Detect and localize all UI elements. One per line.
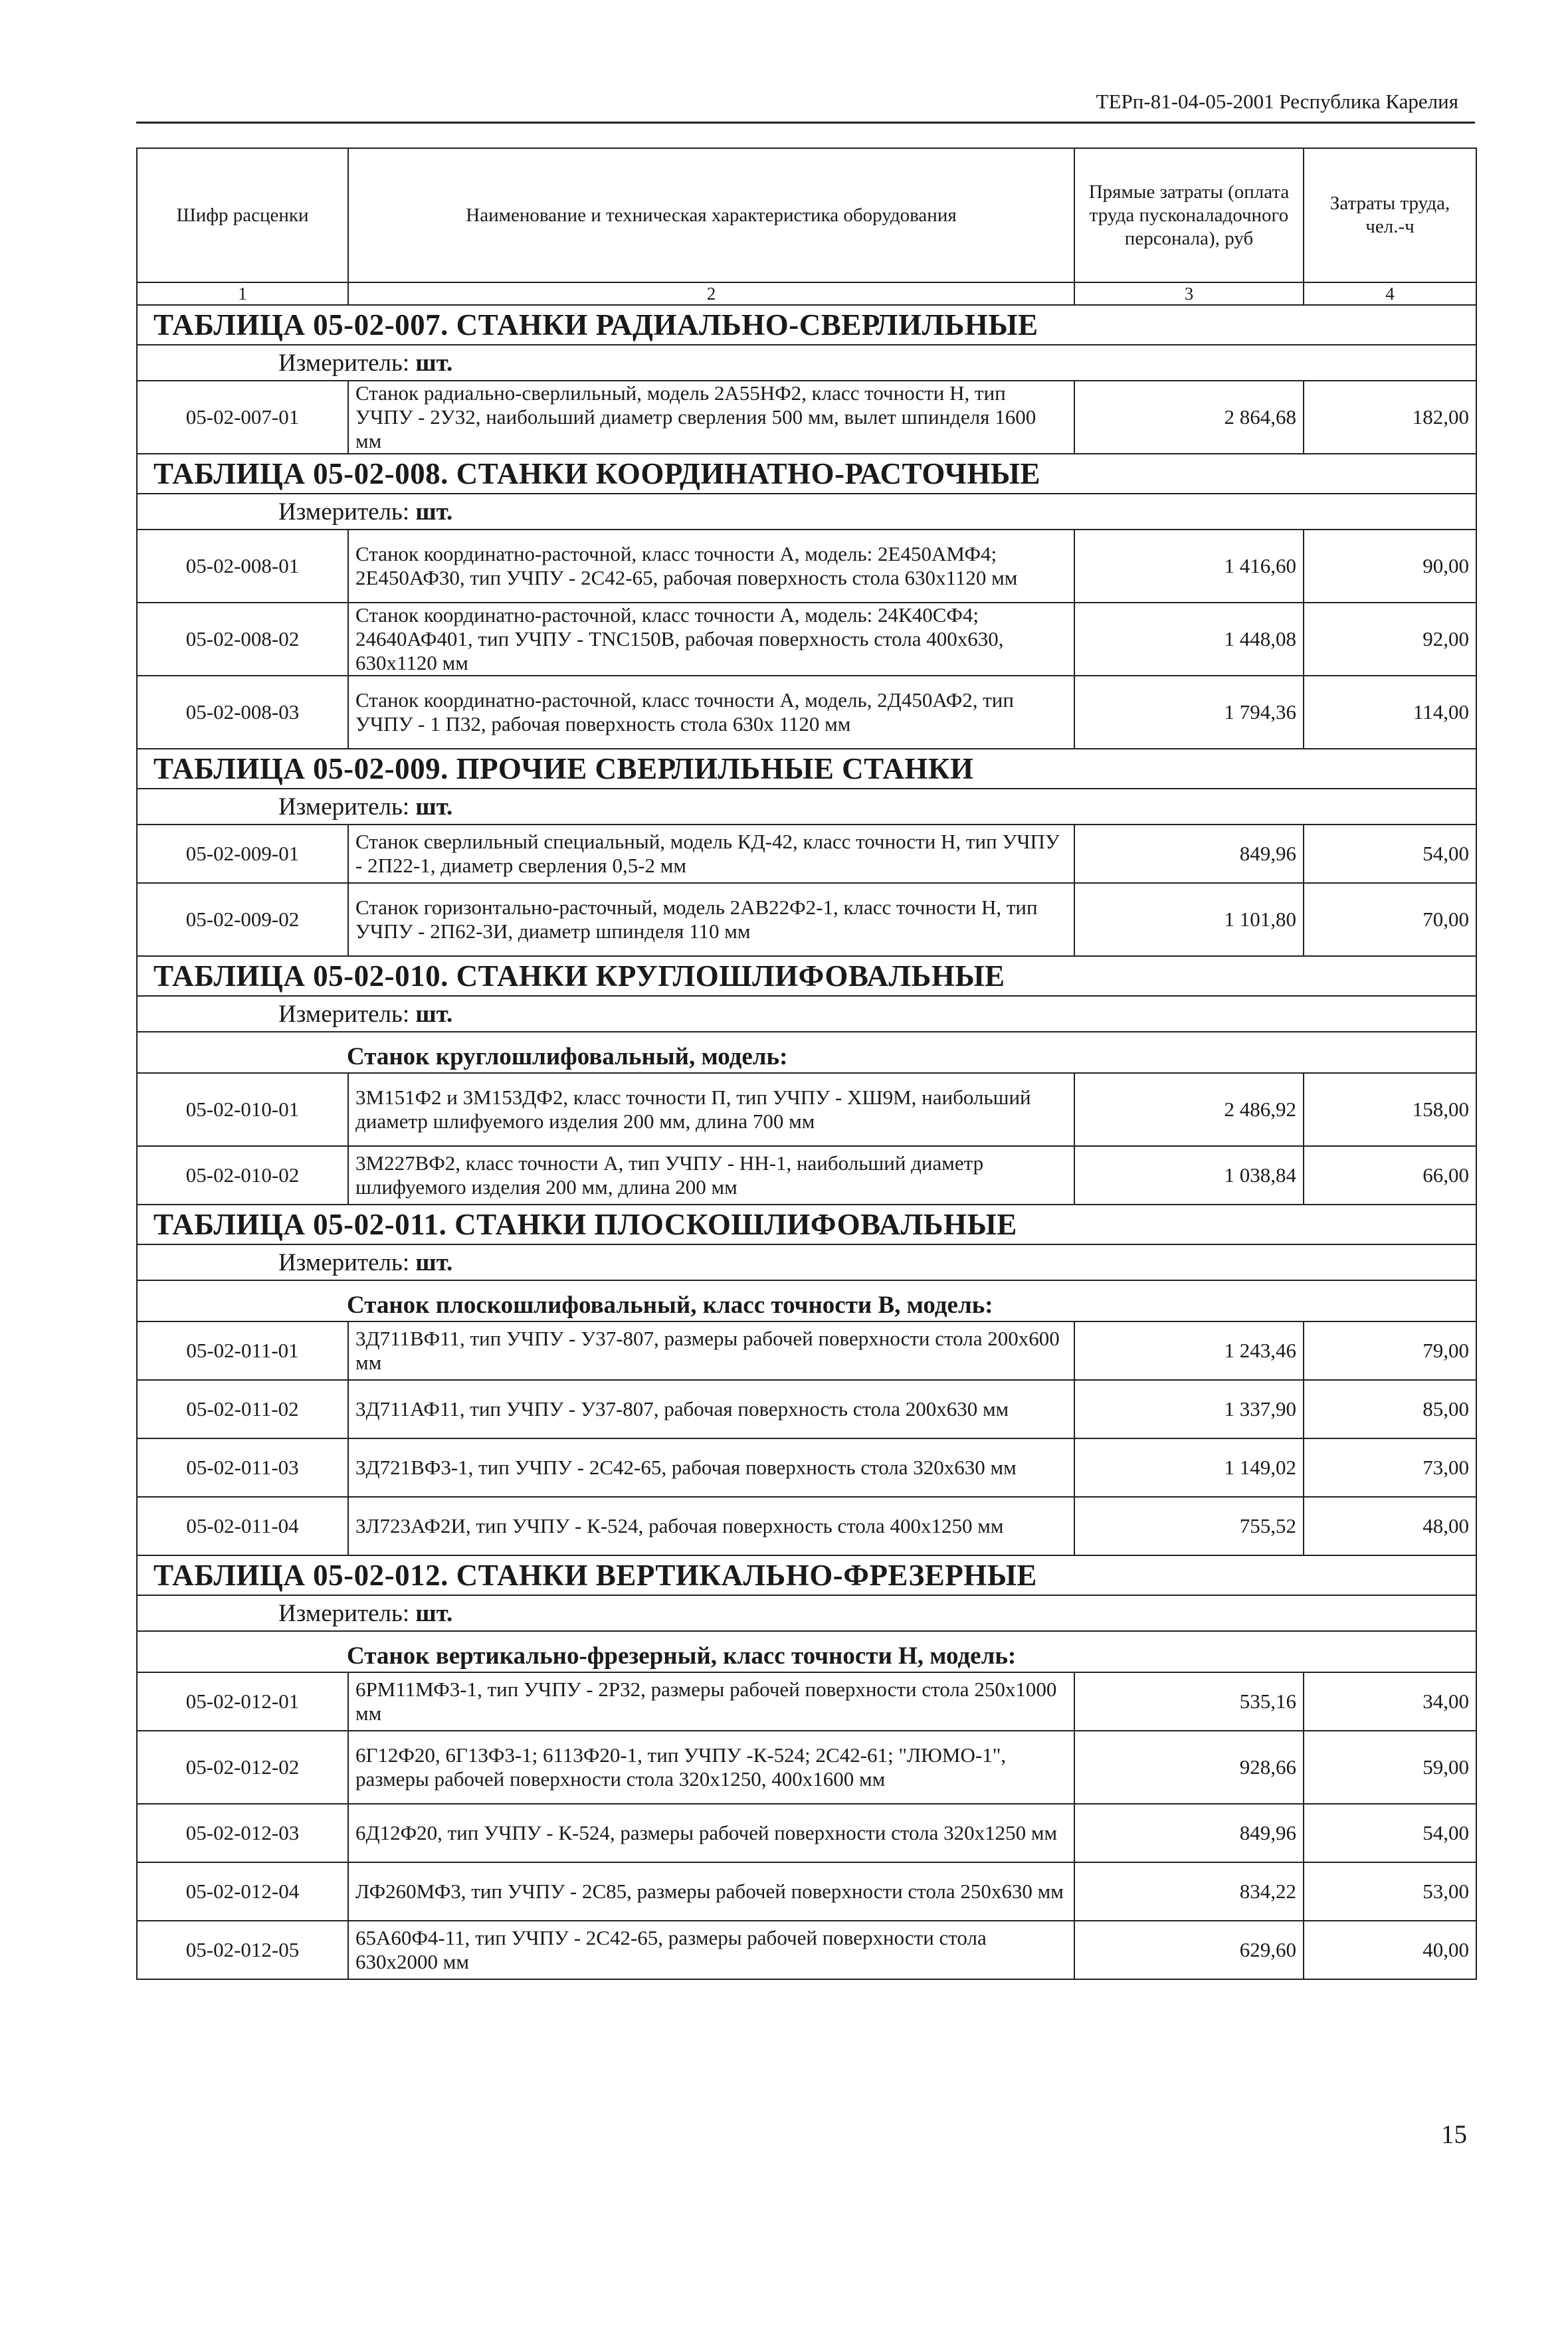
model-subheader: Станок круглошлифовальный, модель: <box>137 1032 1476 1073</box>
column-header-labor: Затраты труда, чел.-ч <box>1304 148 1476 282</box>
model-subheader-row <box>137 1032 1476 1073</box>
column-header-cost: Прямые затраты (оплата труда пусконаладочного персонала), руб <box>1074 148 1304 282</box>
equipment-description: 6РМ11МФ3-1, тип УЧПУ - 2Р32, размеры рабочей поверхности стола 250х1000 мм <box>348 1672 1074 1731</box>
column-number-row <box>137 282 1476 305</box>
measure-row <box>137 1595 1476 1631</box>
measure-unit: шт. <box>415 1248 453 1276</box>
measure-label: Измеритель: <box>278 1248 410 1276</box>
measure-cell <box>137 1244 1476 1280</box>
table-row <box>137 1321 1476 1380</box>
equipment-description: 3Д721ВФ3-1, тип УЧПУ - 2С42-65, рабочая поверхность стола 320х630 мм <box>348 1438 1074 1497</box>
labor-cost: 48,00 <box>1304 1497 1476 1555</box>
labor-cost: 79,00 <box>1304 1321 1476 1380</box>
table-title: ТАБЛИЦА 05-02-007. СТАНКИ РАДИАЛЬНО-СВЕРЛИЛЬНЫЕ <box>137 305 1476 345</box>
table-row <box>137 1497 1476 1555</box>
equipment-description: Станок координатно-расточной, класс точности А, модель: 24К40СФ4; 24640АФ401, тип УЧПУ - TNC150B, рабочая поверхность стола 400х630, 630х1120 мм <box>348 603 1074 676</box>
equipment-description: 3М151Ф2 и 3М153ДФ2, класс точности П, тип УЧПУ - ХШ9М, наибольший диаметр шлифуемого изделия 200 мм, длина 700 мм <box>348 1073 1074 1146</box>
labor-cost: 34,00 <box>1304 1672 1476 1731</box>
measure-row <box>137 789 1476 825</box>
direct-cost: 629,60 <box>1074 1921 1304 1979</box>
measure-unit: шт. <box>415 793 453 821</box>
direct-cost: 1 149,02 <box>1074 1438 1304 1497</box>
measure-label: Измеритель: <box>278 349 410 377</box>
table-row <box>137 530 1476 603</box>
equipment-description: 3Д711АФ11, тип УЧПУ - У37-807, рабочая поверхность стола 200х630 мм <box>348 1380 1074 1438</box>
rate-code: 05-02-011-02 <box>137 1380 348 1438</box>
rate-code: 05-02-012-03 <box>137 1804 348 1862</box>
table-title-row <box>137 1205 1476 1244</box>
model-subheader: Станок вертикально-фрезерный, класс точности Н, модель: <box>137 1631 1476 1672</box>
table-row <box>137 1804 1476 1862</box>
model-subheader-row <box>137 1631 1476 1672</box>
labor-cost: 90,00 <box>1304 530 1476 603</box>
table-row <box>137 1438 1476 1497</box>
direct-cost: 535,16 <box>1074 1672 1304 1731</box>
table-row <box>137 1921 1476 1979</box>
measure-cell <box>137 1595 1476 1631</box>
rate-code: 05-02-011-03 <box>137 1438 348 1497</box>
direct-cost: 849,96 <box>1074 1804 1304 1862</box>
measure-label: Измеритель: <box>278 1000 410 1028</box>
measure-cell <box>137 494 1476 530</box>
direct-cost: 1 101,80 <box>1074 883 1304 956</box>
table-row <box>137 381 1476 454</box>
equipment-description: 3М227ВФ2, класс точности А, тип УЧПУ - НН-1, наибольший диаметр шлифуемого изделия 200 мм, длина 200 мм <box>348 1146 1074 1205</box>
measure-cell <box>137 345 1476 381</box>
table-title: ТАБЛИЦА 05-02-009. ПРОЧИЕ СВЕРЛИЛЬНЫЕ СТАНКИ <box>137 749 1476 789</box>
table-row <box>137 1672 1476 1731</box>
column-number: 2 <box>348 282 1074 305</box>
labor-cost: 114,00 <box>1304 676 1476 749</box>
labor-cost: 66,00 <box>1304 1146 1476 1205</box>
rate-code: 05-02-009-01 <box>137 825 348 883</box>
direct-cost: 2 486,92 <box>1074 1073 1304 1146</box>
equipment-description: 6Г12Ф20, 6Г13Ф3-1; 6113Ф20-1, тип УЧПУ -К-524; 2С42-61; "ЛЮМО-1", размеры рабочей поверхности стола 320х1250, 400х1600 мм <box>348 1731 1074 1804</box>
page-number: 15 <box>1441 2120 1467 2149</box>
table-row <box>137 1073 1476 1146</box>
document-header: ТЕРп-81-04-05-2001 Республика Карелия <box>1096 90 1458 113</box>
direct-cost: 1 038,84 <box>1074 1146 1304 1205</box>
labor-cost: 54,00 <box>1304 825 1476 883</box>
equipment-description: Станок горизонтально-расточный, модель 2АВ22Ф2-1, класс точности Н, тип УЧПУ - 2П62-3И, диаметр шпинделя 110 мм <box>348 883 1074 956</box>
rate-code: 05-02-008-01 <box>137 530 348 603</box>
direct-cost: 928,66 <box>1074 1731 1304 1804</box>
labor-cost: 92,00 <box>1304 603 1476 676</box>
direct-cost: 1 448,08 <box>1074 603 1304 676</box>
rate-code: 05-02-010-02 <box>137 1146 348 1205</box>
labor-cost: 85,00 <box>1304 1380 1476 1438</box>
model-subheader-row <box>137 1280 1476 1321</box>
direct-cost: 1 337,90 <box>1074 1380 1304 1438</box>
labor-cost: 70,00 <box>1304 883 1476 956</box>
equipment-description: Станок координатно-расточной, класс точности А, модель: 2Е450АМФ4; 2Е450АФ30, тип УЧПУ - 2С42-65, рабочая поверхность стола 630х1120 мм <box>348 530 1074 603</box>
model-subheader: Станок плоскошлифовальный, класс точности В, модель: <box>137 1280 1476 1321</box>
rate-code: 05-02-012-05 <box>137 1921 348 1979</box>
table-row <box>137 1731 1476 1804</box>
rate-code: 05-02-009-02 <box>137 883 348 956</box>
equipment-description: 3Л723АФ2И, тип УЧПУ - К-524, рабочая поверхность стола 400х1250 мм <box>348 1497 1074 1555</box>
column-header-code: Шифр расценки <box>137 148 348 282</box>
measure-cell <box>137 789 1476 825</box>
measure-cell <box>137 996 1476 1032</box>
rate-code: 05-02-008-03 <box>137 676 348 749</box>
table-row <box>137 883 1476 956</box>
equipment-description: 6Д12Ф20, тип УЧПУ - К-524, размеры рабочей поверхности стола 320х1250 мм <box>348 1804 1074 1862</box>
table-title-row <box>137 305 1476 345</box>
measure-row <box>137 494 1476 530</box>
header-divider <box>136 122 1475 124</box>
direct-cost: 834,22 <box>1074 1862 1304 1921</box>
direct-cost: 1 243,46 <box>1074 1321 1304 1380</box>
column-header-name: Наименование и техническая характеристика оборудования <box>348 148 1074 282</box>
table-row <box>137 1146 1476 1205</box>
measure-unit: шт. <box>415 498 453 526</box>
measure-row <box>137 345 1476 381</box>
rates-table <box>136 147 1477 1980</box>
table-title: ТАБЛИЦА 05-02-008. СТАНКИ КООРДИНАТНО-РАСТОЧНЫЕ <box>137 454 1476 494</box>
rate-code: 05-02-012-02 <box>137 1731 348 1804</box>
rates-body <box>137 305 1476 1979</box>
table-title: ТАБЛИЦА 05-02-010. СТАНКИ КРУГЛОШЛИФОВАЛЬНЫЕ <box>137 956 1476 996</box>
measure-label: Измеритель: <box>278 498 410 526</box>
rate-code: 05-02-012-04 <box>137 1862 348 1921</box>
table-row <box>137 603 1476 676</box>
labor-cost: 53,00 <box>1304 1862 1476 1921</box>
equipment-description: 65А60Ф4-11, тип УЧПУ - 2С42-65, размеры рабочей поверхности стола 630х2000 мм <box>348 1921 1074 1979</box>
equipment-description: Станок сверлильный специальный, модель КД-42, класс точности Н, тип УЧПУ - 2П22-1, диаметр сверления 0,5-2 мм <box>348 825 1074 883</box>
measure-label: Измеритель: <box>278 793 410 821</box>
table-row <box>137 825 1476 883</box>
equipment-description: Станок радиально-сверлильный, модель 2А55НФ2, класс точности Н, тип УЧПУ - 2У32, наибольший диаметр сверления 500 мм, вылет шпинделя 1600 мм <box>348 381 1074 454</box>
column-number: 3 <box>1074 282 1304 305</box>
measure-label: Измеритель: <box>278 1599 410 1627</box>
direct-cost: 1 416,60 <box>1074 530 1304 603</box>
direct-cost: 755,52 <box>1074 1497 1304 1555</box>
direct-cost: 2 864,68 <box>1074 381 1304 454</box>
table-title-row <box>137 749 1476 789</box>
direct-cost: 1 794,36 <box>1074 676 1304 749</box>
table-title-row <box>137 1555 1476 1595</box>
measure-row <box>137 996 1476 1032</box>
rate-code: 05-02-011-04 <box>137 1497 348 1555</box>
table-title: ТАБЛИЦА 05-02-011. СТАНКИ ПЛОСКОШЛИФОВАЛЬНЫЕ <box>137 1205 1476 1244</box>
measure-unit: шт. <box>415 1000 453 1028</box>
labor-cost: 59,00 <box>1304 1731 1476 1804</box>
equipment-description: ЛФ260МФ3, тип УЧПУ - 2С85, размеры рабочей поверхности стола 250х630 мм <box>348 1862 1074 1921</box>
labor-cost: 73,00 <box>1304 1438 1476 1497</box>
labor-cost: 40,00 <box>1304 1921 1476 1979</box>
labor-cost: 54,00 <box>1304 1804 1476 1862</box>
rates-content <box>136 147 1476 1980</box>
table-row <box>137 1862 1476 1921</box>
equipment-description: Станок координатно-расточной, класс точности А, модель, 2Д450АФ2, тип УЧПУ - 1 П32, рабочая поверхность стола 630х 1120 мм <box>348 676 1074 749</box>
equipment-description: 3Д711ВФ11, тип УЧПУ - У37-807, размеры рабочей поверхности стола 200х600 мм <box>348 1321 1074 1380</box>
table-title-row <box>137 956 1476 996</box>
table-title-row <box>137 454 1476 494</box>
measure-unit: шт. <box>415 349 453 377</box>
rate-code: 05-02-011-01 <box>137 1321 348 1380</box>
table-row <box>137 1380 1476 1438</box>
rate-code: 05-02-007-01 <box>137 381 348 454</box>
rate-code: 05-02-012-01 <box>137 1672 348 1731</box>
measure-unit: шт. <box>415 1599 453 1627</box>
table-title: ТАБЛИЦА 05-02-012. СТАНКИ ВЕРТИКАЛЬНО-ФРЕЗЕРНЫЕ <box>137 1555 1476 1595</box>
column-number: 4 <box>1304 282 1476 305</box>
rate-code: 05-02-010-01 <box>137 1073 348 1146</box>
measure-row <box>137 1244 1476 1280</box>
table-header-row <box>137 148 1476 282</box>
rate-code: 05-02-008-02 <box>137 603 348 676</box>
table-row <box>137 676 1476 749</box>
labor-cost: 158,00 <box>1304 1073 1476 1146</box>
direct-cost: 849,96 <box>1074 825 1304 883</box>
labor-cost: 182,00 <box>1304 381 1476 454</box>
column-number: 1 <box>137 282 348 305</box>
